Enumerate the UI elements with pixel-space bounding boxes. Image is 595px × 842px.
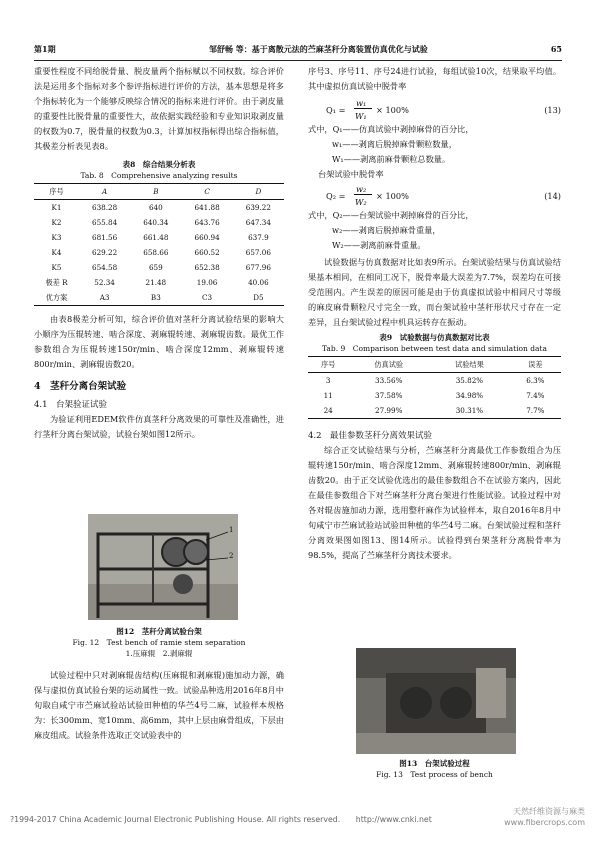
table-cell: C3 [202, 293, 213, 302]
table-cell: 654.58 [92, 263, 118, 272]
table-cell: 661.48 [143, 233, 169, 242]
eq13-denominator: W₁ [355, 111, 367, 121]
table-cell: 27.99% [375, 406, 403, 415]
table-cell: 639.22 [245, 203, 271, 212]
table9-title-cn: 表9 试验数据与仿真数据对比表 [379, 333, 490, 342]
table-row [34, 200, 284, 216]
equation-13 [308, 96, 561, 122]
table-cell: 30.31% [455, 406, 484, 415]
table-cell: K4 [51, 248, 62, 257]
table-row [34, 230, 284, 245]
table-cell: 11 [323, 391, 333, 400]
table-cell: K3 [51, 233, 62, 242]
table-cell: A3 [99, 293, 110, 302]
table-header: A [101, 187, 108, 196]
table-cell: 37.58% [375, 391, 403, 400]
table-cell: 19.06 [196, 278, 218, 287]
table-header: 序号 [320, 360, 336, 369]
paragraph: 试验过程中只对剥麻辊齿结构(压麻辊和剥麻辊)施加动力源，确保与虚拟仿真试验台架的运动属性一致。试验品种选用2016年8月中旬取自咸宁市苎麻试验站试验田种植的华苎4号二麻，试验样本规格为：长300mm、宽10mm、高6mm，其中上层由麻骨组成，下层由麻皮组成。试验条件选取正交试验表中的 [34, 670, 284, 740]
table-header: C [204, 187, 210, 196]
figure12-note: 1.压麻辊 2.剥麻辊 [125, 649, 193, 658]
table-header: 试验结果 [455, 360, 484, 369]
eq14-number: (14) [544, 191, 561, 201]
paragraph: 重要性程度不同给脱骨量、脱皮量两个指标赋以不同权数。综合评价法是运用多个指标对多个参评指标进行评价的方法，基本思想是将多个指标转化为一个能够反映综合情况的指标来进行评价。由于剥皮量的重要性比脱骨量的重要性大，故依据实践经验和专业知识取剥皮量的权数为0.7，脱骨量的权数为0.3，计算加权指标得出综合指标值，其极差分析表见表8。 [34, 66, 284, 151]
table-cell: 643.76 [194, 218, 220, 227]
table-cell: 640 [148, 203, 163, 212]
eq14-numerator: w₂ [356, 184, 367, 194]
issue-label: 第1期 [34, 44, 56, 54]
table-cell: D5 [253, 293, 264, 302]
paragraph: 序号3、序号11、序号24进行试验，每组试验10次，结果取平均值。其中虚拟仿真试验中脱骨率 [308, 66, 561, 91]
table9-caption [308, 332, 561, 354]
table-header: B [153, 187, 159, 196]
table-header: 仿真试验 [374, 360, 404, 369]
running-title: 邹舒畅 等：基于离散元法的苎麻茎秆分离装置仿真优化与试验 [209, 44, 428, 54]
table-cell: 677.96 [245, 263, 271, 272]
table-cell: 681.56 [92, 233, 118, 242]
where-line: w₂——剥离后脱掉麻骨重量， [332, 225, 441, 235]
watermark-line-2: www.fibercrops.com [504, 818, 585, 827]
table-row [34, 215, 284, 230]
table-cell: 3 [325, 376, 331, 385]
copyright-footer: ?1994-2017 China Academic Journal Electronic Publishing House. All rights reserved. http://www.cnki.net [10, 815, 432, 824]
paragraph: 为验证利用EDEM软件仿真茎秆分离效果的可靠性及准确性，进行茎秆分离台架试验，试验台架如图12所示。 [34, 414, 284, 439]
table-cell: 极差 R [45, 278, 68, 287]
figure13-caption-en: Fig. 13 Test process of bench [376, 770, 493, 779]
table-cell: 658.66 [143, 248, 169, 257]
table-cell: 21.48 [145, 278, 167, 287]
test-bench-image [88, 514, 238, 620]
where-line: 式中，Q₂——台架试验中剥掉麻骨的百分比， [308, 210, 474, 220]
table-cell: 640.34 [143, 218, 169, 227]
table-cell: 652.38 [194, 263, 220, 272]
table-cell: 660.52 [194, 248, 220, 257]
eq13-rest: × 100% [376, 105, 409, 115]
table-header: D [255, 187, 262, 196]
table-cell: 40.06 [248, 278, 269, 287]
table-cell: 35.82% [455, 376, 484, 385]
paragraph: 台架试验中脱骨率 [318, 169, 384, 179]
where-line: 式中，Q₁——仿真试验中剥掉麻骨的百分比， [308, 124, 474, 134]
table-cell: 6.3% [526, 376, 545, 385]
equation-14 [308, 182, 561, 208]
table-cell: 659 [148, 263, 163, 272]
right-column [308, 64, 561, 563]
table-cell: 24 [323, 406, 333, 415]
eq14-lhs: Q₂ = [326, 191, 346, 201]
table-cell: K5 [51, 263, 62, 272]
figure12-caption-en: Fig. 12 Test bench of ramie stem separation [72, 638, 246, 647]
page-header [34, 44, 562, 58]
figure12-caption [34, 626, 284, 659]
table-cell: 7.4% [526, 391, 545, 400]
table-row [34, 260, 284, 275]
table-row [308, 388, 561, 403]
table-cell: B3 [150, 293, 161, 302]
table-row [34, 275, 284, 290]
table-cell: 657.06 [245, 248, 271, 257]
table-header: 序号 [49, 187, 64, 196]
table-cell: 655.84 [92, 218, 118, 227]
bench-test-image [356, 648, 516, 754]
section-heading-4-2: 4.2 最佳参数茎秆分离效果试验 [308, 431, 433, 441]
table-cell: 33.56% [375, 376, 403, 385]
eq14-rest: × 100% [376, 191, 409, 201]
paragraph: 综合正交试验结果与分析，苎麻茎秆分离最优工作参数组合为压辊转速150r/min、啮合深度12mm、剥麻辊转速800r/min、剥麻辊齿数20。由于正交试验优选出的最佳参数组合不在试验方案内，因此在最佳参数组合下对苎麻茎秆分离台架进行性能试验。试验过程中对各对辊齿施加动力源，选用整秆麻作为试验样本，取自2016年8月中旬咸宁市苎麻试验站试验田种植的华苎4号二麻。台架试验过程和茎秆分离效果图如图13、图14所示。试验得到台架茎秆分离脱骨率为98.5%，提高了苎麻茎秆分离技术要求。 [308, 445, 561, 560]
table8-title-cn: 表8 综合结果分析表 [122, 160, 196, 169]
table-cell: 629.22 [92, 248, 118, 257]
left-column-bottom [34, 668, 284, 743]
watermark-line-1: 天然纤维资源与麻类 [513, 807, 585, 816]
table9 [308, 356, 561, 419]
eq13-number: (13) [544, 105, 561, 115]
where-line: W₁——剥离前麻骨颗粒总数量。 [332, 154, 451, 164]
page-number: 65 [550, 44, 562, 54]
table-header: 误差 [528, 360, 543, 369]
table9-title-en: Tab. 9 Comparison between test data and simulation data [322, 344, 547, 353]
table-cell: 34.98% [455, 391, 484, 400]
watermark [504, 806, 585, 828]
table-cell: 637.9 [248, 233, 269, 242]
table-row [308, 403, 561, 419]
eq14-denominator: W₂ [355, 197, 367, 207]
figure12-photo [88, 514, 238, 620]
table-row [308, 373, 561, 389]
table8-caption [34, 159, 284, 181]
where-line: w₁——剥离后脱掉麻骨颗粒数量， [332, 139, 457, 149]
table8 [34, 183, 284, 306]
left-column [34, 64, 284, 442]
section-heading-4-1: 4.1 台架验证试验 [34, 400, 108, 410]
table-cell: 641.88 [194, 203, 220, 212]
section-heading-4: 4 茎秆分离台架试验 [34, 381, 127, 392]
figure13-caption-cn: 图13 台架试验过程 [399, 759, 470, 768]
callout-2: 2 [229, 552, 234, 560]
paragraph: 试验数据与仿真数据对比如表9所示。台架试验结果与仿真试验结果基本相同，在相同工况下，脱骨率最大误差为7.7%，误差均在可接受范围内。产生误差的原因可能是由于仿真虚拟试验中相同尺寸等级的麻皮麻骨颗粒尺寸完全一致，而台架试验中茎秆形状尺寸存在一定差异，且台架试验过程中机具运转存在振动。 [308, 257, 561, 327]
figure13-caption [308, 758, 561, 780]
table-cell: K1 [51, 203, 62, 212]
figure12-caption-cn: 图12 茎秆分离试验台架 [116, 627, 202, 636]
table-cell: 647.34 [245, 218, 271, 227]
table-cell: 优方案 [45, 293, 68, 302]
eq13-lhs: Q₁ = [326, 105, 346, 115]
callout-1: 1 [229, 526, 234, 534]
table-row [34, 245, 284, 260]
table-cell: K2 [51, 218, 62, 227]
table-cell: 52.34 [94, 278, 115, 287]
figure13-photo [356, 648, 516, 754]
table8-title-en: Tab. 8 Comprehensive analyzing results [80, 171, 238, 180]
paragraph: 由表8极差分析可知，综合评价值对茎秆分离试验结果的影响大小顺序为压辊转速、啮合深度、剥麻辊转速、剥麻辊齿数。最优工作参数组合为压辊转速150r/min、啮合深度12mm、剥麻辊转速800r/min、剥麻辊齿数20。 [34, 314, 284, 369]
table-cell: 660.94 [194, 233, 220, 242]
eq13-numerator: w₁ [356, 98, 367, 108]
table-cell: 7.7% [526, 406, 545, 415]
where-line: W₂——剥离前麻骨重量。 [332, 240, 426, 250]
header-rule [34, 60, 562, 61]
table-row [34, 290, 284, 306]
table-cell: 638.28 [92, 203, 118, 212]
